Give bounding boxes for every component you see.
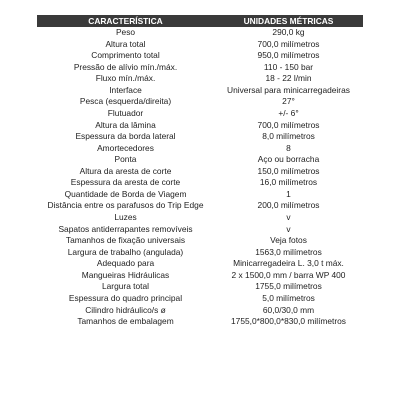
spec-value: Aço ou borracha — [257, 154, 320, 165]
spec-name: Quantidade de Borda de Viagem — [64, 188, 187, 199]
table-row — [37, 224, 363, 236]
spec-name: Altura da aresta de corte — [79, 165, 172, 176]
spec-value: 1755,0*800,0*830,0 milímetros — [231, 316, 346, 327]
table-row — [37, 189, 363, 201]
spec-value: 27° — [282, 96, 295, 107]
spec-value: 8 — [286, 142, 291, 153]
table-row — [37, 316, 363, 328]
spec-value: v — [286, 212, 291, 222]
spec-table-body — [37, 27, 363, 328]
spec-value: v — [286, 223, 291, 234]
table-row — [37, 270, 363, 282]
table-row — [37, 73, 363, 85]
spec-name: Altura total — [105, 38, 146, 49]
spec-value: Minicarregadeira L. 3,0 t máx. — [233, 258, 344, 269]
table-row — [37, 27, 363, 39]
table-row — [37, 50, 363, 62]
spec-name: Espessura do quadro principal — [68, 292, 183, 303]
spec-name: Peso — [115, 27, 136, 37]
spec-name: Espessura da borda lateral — [75, 131, 176, 142]
spec-value: Universal para minicarregadeiras — [227, 84, 350, 95]
table-row — [37, 62, 363, 74]
spec-name: Interface — [109, 84, 142, 95]
spec-name: Tamanhos de embalagem — [77, 316, 174, 327]
table-row — [37, 281, 363, 293]
table-row — [37, 258, 363, 270]
spec-value: 700,0 milímetros — [257, 119, 320, 130]
table-row — [37, 305, 363, 317]
spec-name: Tamanhos de fixação universais — [65, 235, 186, 246]
spec-value: 2 x 1500,0 mm / barra WP 400 — [231, 269, 346, 280]
spec-name: Pesca (esquerda/direita) — [79, 96, 172, 107]
spec-name: Altura da lâmina — [95, 119, 156, 130]
table-row — [37, 166, 363, 178]
spec-value: 1 — [286, 188, 291, 199]
spec-name: Ponta — [114, 154, 137, 165]
spec-name: Amortecedores — [97, 142, 154, 153]
spec-value: 16,0 milímetros — [259, 177, 318, 188]
spec-name: Comprimento total — [91, 50, 160, 61]
spec-name: Luzes — [114, 212, 137, 222]
table-row — [37, 235, 363, 247]
table-row — [37, 293, 363, 305]
spec-value: Veja fotos — [270, 235, 307, 246]
spec-value: 5,0 milímetros — [262, 292, 315, 303]
spec-name: Largura de trabalho (angulada) — [67, 246, 184, 257]
table-row — [37, 247, 363, 259]
spec-value: 110 - 150 bar — [263, 61, 314, 72]
table-row — [37, 143, 363, 155]
spec-name: Espessura da aresta de corte — [70, 177, 181, 188]
table-row — [37, 154, 363, 166]
spec-name: Fluxo mín./máx. — [95, 73, 156, 84]
spec-name: Adequado para — [96, 258, 155, 269]
spec-name: Mangueiras Hidráulicas — [81, 269, 170, 280]
spec-name: Distância entre os parafusos do Trip Edge — [47, 200, 204, 211]
spec-name: Flutuador — [107, 107, 144, 118]
table-row — [37, 212, 363, 224]
spec-name: Largura total — [101, 281, 150, 292]
spec-value: 1563,0 milímetros — [255, 246, 322, 257]
header-characteristic: CARACTERÍSTICA — [37, 15, 214, 27]
header-metric-units: UNIDADES MÉTRICAS — [214, 15, 363, 27]
spec-value: 700,0 milímetros — [257, 38, 320, 49]
table-row — [37, 96, 363, 108]
table-row — [37, 85, 363, 97]
table-row — [37, 39, 363, 51]
spec-name: Sapatos antiderrapantes removíveis — [58, 223, 193, 234]
spec-name: Pressão de alívio mín./máx. — [73, 61, 178, 72]
table-row — [37, 131, 363, 143]
spec-value: 290,0 kg — [272, 27, 305, 37]
spec-value: 60,0/30,0 mm — [262, 304, 315, 315]
spec-value: 1755,0 milímetros — [255, 281, 322, 292]
spec-value: 8,0 milímetros — [262, 131, 315, 142]
table-row — [37, 108, 363, 120]
spec-value: 18 - 22 l/min — [265, 73, 312, 84]
table-row — [37, 177, 363, 189]
spec-value: 200,0 milímetros — [257, 200, 320, 211]
spec-value: 950,0 milímetros — [257, 50, 320, 61]
spec-value: +/- 6° — [278, 107, 299, 118]
spec-table — [37, 15, 363, 328]
spec-value: 150,0 milímetros — [257, 165, 320, 176]
table-header-row — [37, 15, 363, 27]
spec-name: Cilindro hidráulico/s ø — [85, 304, 166, 315]
table-row — [37, 120, 363, 132]
table-row — [37, 200, 363, 212]
